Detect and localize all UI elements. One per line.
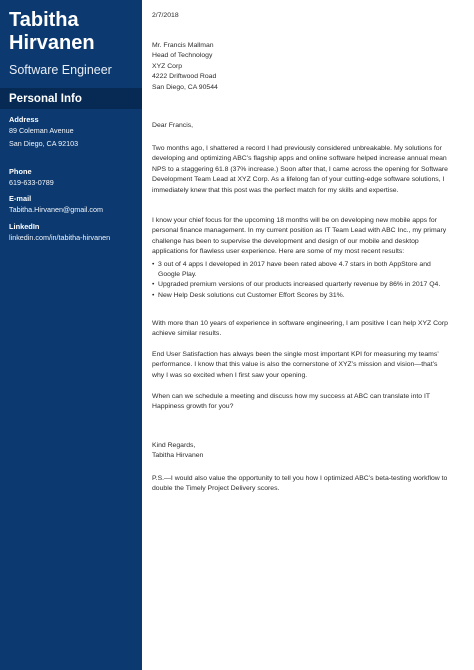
paragraph-line: immediately knew that this post was the perfect match for my skills and expertise. [152, 186, 399, 194]
paragraph-line: When can we schedule a meeting and discuss how my success at ABC can translate into IT [152, 393, 431, 400]
paragraph-line: achieve similar results. [152, 330, 222, 338]
address-label: Address [9, 115, 39, 124]
sign-off [152, 441, 466, 462]
personal-info-title: Personal Info [9, 93, 82, 105]
paragraph-line: Two months ago, I shattered a record I had previously considered unbreakable. My solutions for [152, 145, 442, 152]
paragraph-3 [152, 319, 466, 340]
paragraph-line: applications for flawless user experience. Here are some of my most recent results: [152, 248, 405, 256]
phone-label: Phone [9, 167, 32, 176]
paragraph-line: challenge has been to supervise the development and design of our mobile and desktop [152, 237, 419, 245]
recipient-address [152, 41, 466, 93]
address-line-1: 89 Coleman Avenue [9, 126, 74, 135]
email-link[interactable]: Tabitha.Hirvanen@gmail.com [9, 205, 103, 214]
linkedin-link[interactable]: linkedin.com/in/tabitha-hirvanen [9, 233, 111, 242]
list-item-text: New Help Desk solutions cut Customer Effort Scores by 31%. [158, 291, 345, 299]
bullet-icon: • [152, 291, 155, 299]
personal-info-header [0, 88, 142, 109]
email-label: E-mail [9, 194, 32, 203]
list-item [152, 260, 466, 270]
list-item-text: 3 out of 4 apps I developed in 2017 have been rated above 4.7 stars in both AppStore and [158, 260, 431, 268]
paragraph-5 [152, 392, 466, 413]
paragraph-line: NPS to a staggering 61.8 (37% increase.) Soon after that, I came across the opening for Software [152, 165, 448, 173]
paragraph-2 [152, 216, 466, 258]
list-item-continuation [152, 270, 466, 280]
paragraph-line: With more than 10 years of experience in software engineering, I am positive I can help XYZ Corp [152, 320, 448, 327]
salutation [152, 121, 466, 131]
bullet-icon: • [152, 260, 155, 268]
date-text: 2/7/2018 [152, 12, 179, 19]
recipient-line: San Diego, CA 90544 [152, 83, 218, 91]
letter-date [152, 11, 466, 21]
salutation-text: Dear Francis, [152, 122, 194, 129]
bullet-icon: • [152, 281, 155, 289]
paragraph-line: personal finance management. In my current position as IT Team Lead with ABC Inc., my primary [152, 227, 447, 235]
paragraph-line: I know your chief focus for the upcoming 18 months will be on developing new mobile apps for [152, 217, 437, 224]
recipient-line: Mr. Francis Mallman [152, 42, 214, 49]
list-item-text: Google Play. [158, 270, 197, 278]
paragraph-line: Development Team Lead at XYZ Corp. As a lifelong fan of your cutting-edge software solutions, I [152, 176, 445, 184]
job-title: Software Engineer [9, 63, 112, 77]
signature-name: Tabitha Hirvanen [152, 452, 204, 460]
sidebar [0, 0, 142, 670]
candidate-first-name: Tabitha [9, 9, 79, 31]
list-item [152, 280, 466, 290]
postscript-line: P.S.—I would also value the opportunity to tell you how I optimized ABC’s beta-testing workflow to [152, 475, 448, 482]
paragraph-line: performance. I know that this value is also the cornerstone of XYZ’s mission and vision—that’s [152, 361, 438, 369]
paragraph-4 [152, 350, 466, 381]
paragraph-1 [152, 144, 466, 196]
address-line-2: San Diego, CA 92103 [9, 138, 79, 148]
paragraph-line: developing and optimizing ABC’s flagship apps and online software helped increase annual mean [152, 155, 447, 163]
paragraph-line: why I was so excited when I first saw your opening. [152, 371, 308, 379]
linkedin-label: LinkedIn [9, 222, 40, 231]
closing-text: Kind Regards, [152, 442, 196, 449]
list-item [152, 291, 466, 301]
list-item-text: Upgraded premium versions of our products increased quarterly revenue by 86% in 2017 Q4. [158, 281, 441, 289]
recipient-line: Head of Technology [152, 52, 213, 60]
postscript-line: double the Timely Project Delivery scores. [152, 485, 280, 493]
postscript [152, 474, 466, 495]
paragraph-line: Happiness growth for you? [152, 403, 234, 411]
recipient-line: XYZ Corp [152, 62, 183, 70]
results-list [152, 260, 466, 302]
candidate-name [9, 9, 95, 55]
phone-value: 619-633-0789 [9, 178, 54, 187]
candidate-last-name: Hirvanen [9, 32, 95, 54]
recipient-line: 4222 Driftwood Road [152, 73, 217, 81]
paragraph-line: End User Satisfaction has always been the single most important KPI for measuring my teams’ [152, 351, 439, 358]
